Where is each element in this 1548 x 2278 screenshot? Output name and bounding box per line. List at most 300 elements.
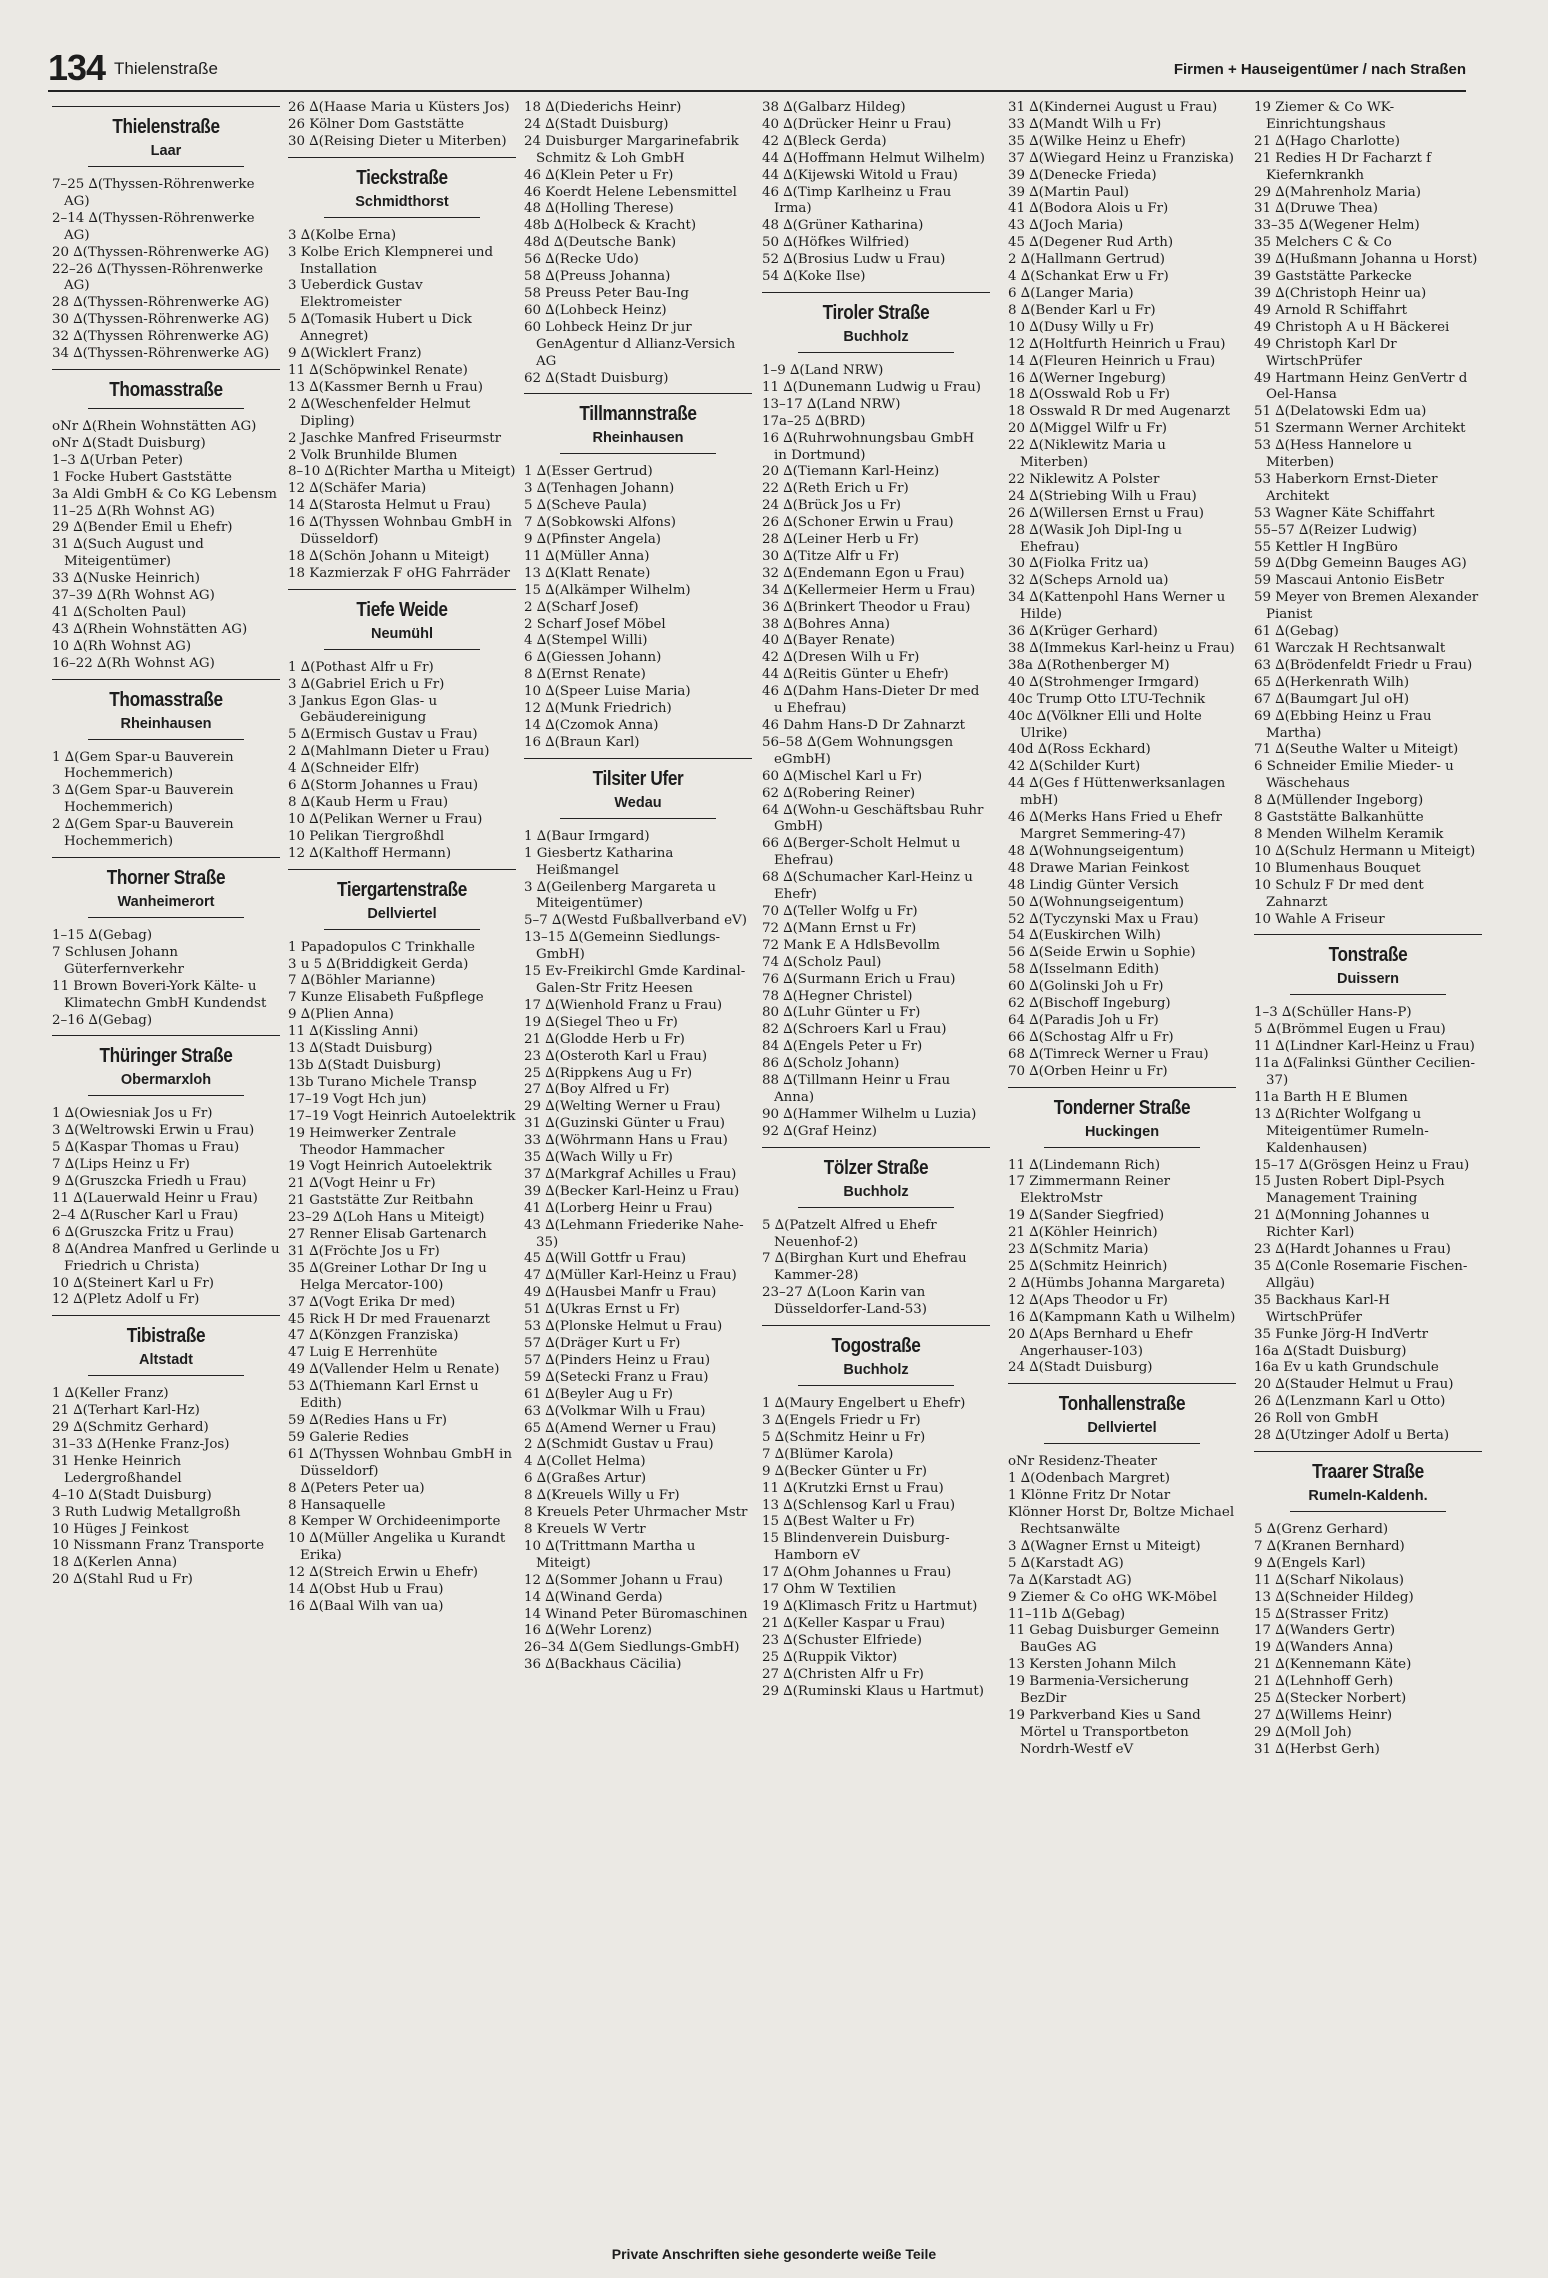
address-entry: 10 ∆(Pelikan Werner u Frau): [288, 811, 483, 827]
address-entry: 90 ∆(Hammer Wilhelm u Luzia): [762, 1106, 977, 1122]
address-entry: 16 ∆(Braun Karl): [524, 734, 640, 750]
address-entry: 31 ∆(Guzinski Günter u Frau): [524, 1116, 725, 1132]
street-name: Tiroler Straße: [822, 301, 930, 324]
address-entry: 13b Turano Michele Transp: [288, 1074, 477, 1090]
address-entry: 2 Volk Brunhilde Blumen: [288, 447, 458, 463]
address-entry: 62 ∆(Bischoff Ingeburg): [1008, 996, 1171, 1012]
address-entry: 86 ∆(Scholz Johann): [762, 1056, 900, 1072]
address-entry: 10 Wahle A Friseur: [1254, 911, 1385, 927]
address-entry: 31 ∆(Fröchte Jos u Fr): [288, 1243, 440, 1259]
address-entry: 29 ∆(Bender Emil u Ehefr): [52, 520, 233, 536]
heading-underline: [88, 1095, 244, 1096]
address-entry: 41 ∆(Bodora Alois u Fr): [1008, 201, 1169, 217]
address-entry: 27 Renner Elisab Gartenarch: [288, 1227, 487, 1243]
address-entry: 64 ∆(Wohn-u Geschäftsbau Ruhr GmbH): [762, 802, 984, 835]
street-name: Tiergartenstraße: [337, 878, 467, 901]
address-entry: 35 ∆(Greiner Lothar Dr Ing u Helga Mercator-100): [288, 1260, 487, 1293]
address-entry: 68 ∆(Timreck Werner u Frau): [1008, 1046, 1209, 1062]
address-entry: 37 ∆(Wiegard Heinz u Franziska): [1008, 150, 1234, 166]
address-entry: 2 ∆(Mahlmann Dieter u Frau): [288, 744, 490, 760]
address-entry: 13 Kersten Johann Milch: [1008, 1657, 1177, 1673]
column-3: [524, 100, 752, 1674]
address-entry: 49 ∆(Vallender Helm u Renate): [288, 1362, 500, 1378]
address-entry: 45 ∆(Degener Rud Arth): [1008, 235, 1174, 251]
address-entry: 34 ∆(Thyssen-Röhrenwerke AG): [52, 346, 270, 362]
address-entry: 45 ∆(Will Gottfr u Frau): [524, 1251, 687, 1267]
street-heading: [52, 363, 280, 409]
address-entry: 4 ∆(Stempel Willi): [524, 633, 648, 649]
street-heading: [524, 387, 752, 454]
address-entry: 1 Klönne Fritz Dr Notar: [1008, 1488, 1171, 1504]
address-entry: 53 ∆(Plonske Helmut u Frau): [524, 1319, 723, 1335]
address-entry: 56 ∆(Recke Udo): [524, 252, 639, 268]
address-entry: 52 ∆(Brosius Ludw u Frau): [762, 252, 946, 268]
address-entry: 8 ∆(Kreuels Willy u Fr): [524, 1488, 680, 1504]
address-entry: 45 Rick H Dr med Frauenarzt: [288, 1311, 490, 1327]
address-entry: 60 Lohbeck Heinz Dr jur GenAgentur d Allianz-Versich AG: [524, 319, 736, 369]
address-entry: 6 ∆(Giessen Johann): [524, 650, 662, 666]
address-entry: 21 ∆(Köhler Heinrich): [1008, 1225, 1158, 1241]
address-entry: 12 ∆(Munk Friedrich): [524, 701, 672, 717]
heading-rule: [1008, 1383, 1236, 1384]
address-entry: 17–19 Vogt Hch jun): [288, 1091, 427, 1107]
address-entry: 59 ∆(Dbg Gemeinn Bauges AG): [1254, 556, 1467, 572]
district-name: Rheinhausen: [120, 715, 212, 732]
address-entry: 3 ∆(Tenhagen Johann): [524, 481, 675, 497]
address-entry: 22 ∆(Reth Erich u Fr): [762, 481, 909, 497]
address-entry: 13 ∆(Richter Wolfgang u Miteigentümer Rumeln-Kaldenhausen): [1254, 1106, 1429, 1156]
address-entry: 18 Kazmierzak F oHG Fahrräder: [288, 565, 510, 581]
address-entry: 18 ∆(Schön Johann u Miteigt): [288, 548, 490, 564]
address-entry: 20 ∆(Stahl Rud u Fr): [52, 1572, 193, 1588]
address-entry: 33 ∆(Nuske Heinrich): [52, 571, 200, 587]
address-entry: 12 ∆(Sommer Johann u Frau): [524, 1572, 724, 1588]
address-entry: oNr ∆(Stadt Duisburg): [52, 435, 206, 451]
street-heading: [288, 151, 516, 218]
address-entry: 84 ∆(Engels Peter u Fr): [762, 1039, 923, 1055]
address-entry: 19 ∆(Klimasch Fritz u Hartmut): [762, 1598, 978, 1614]
address-entry: 26 Kölner Dom Gaststätte: [288, 116, 465, 132]
address-entry: 31 ∆(Such August und Miteigentümer): [52, 537, 204, 570]
address-entry: 21 ∆(Vogt Heinr u Fr): [288, 1176, 436, 1192]
address-entry: 54 ∆(Euskirchen Wilh): [1008, 928, 1161, 944]
street-name: Tonderner Straße: [1053, 1096, 1191, 1119]
address-entry: 13b ∆(Stadt Duisburg): [288, 1057, 442, 1073]
heading-underline: [324, 929, 480, 930]
address-entry: 6 ∆(Gruszcka Fritz u Frau): [52, 1224, 234, 1240]
address-entry: 49 Christoph A u H Bäckerei: [1254, 319, 1450, 335]
address-entry: 53 ∆(Hess Hannelore u Miterben): [1254, 438, 1412, 471]
address-entry: 16 ∆(Thyssen Wohnbau GmbH in Düsseldorf): [288, 515, 512, 548]
street-heading: [762, 1141, 990, 1208]
address-entry: 8 ∆(Ernst Renate): [524, 667, 646, 683]
address-entry: 26 ∆(Schoner Erwin u Frau): [762, 515, 954, 531]
district-name: Rumeln-Kaldenh.: [1308, 1487, 1428, 1504]
address-entry: 3 ∆(Weltrowski Erwin u Frau): [52, 1123, 255, 1139]
address-entry: 7 ∆(Böhler Marianne): [288, 973, 436, 989]
street-name: Thüringer Straße: [99, 1045, 233, 1068]
heading-rule: [762, 1325, 990, 1326]
address-entry: 10 ∆(Müller Angelika u Kurandt Erika): [288, 1531, 506, 1564]
address-entry: 60 ∆(Lohbeck Heinz): [524, 302, 667, 318]
address-entry: 48 Drawe Marian Feinkost: [1008, 860, 1190, 876]
address-entry: 46 ∆(Dahm Hans-Dieter Dr med u Ehefrau): [762, 684, 980, 717]
street-heading: [1254, 1445, 1482, 1512]
address-entry: 8 ∆(Bender Karl u Fr): [1008, 302, 1156, 318]
address-entry: 31–33 ∆(Henke Franz-Jos): [52, 1437, 230, 1453]
address-entry: 2 ∆(Hallmann Gertrud): [1008, 252, 1165, 268]
heading-underline: [88, 917, 244, 918]
address-entry: 62 ∆(Robering Reiner): [762, 785, 916, 801]
heading-rule: [524, 758, 752, 759]
address-entry: 24 Duisburger Margarinefabrik Schmitz & Loh GmbH: [524, 133, 739, 166]
address-entry: 53 Wagner Käte Schiffahrt: [1254, 505, 1435, 521]
address-entry: 21 ∆(Kennemann Käte): [1254, 1657, 1412, 1673]
address-entry: 3 ∆(Wagner Ernst u Miteigt): [1008, 1538, 1201, 1554]
address-entry: 19 Barmenia-Versicherung BezDir: [1008, 1674, 1189, 1707]
address-entry: 47 ∆(Müller Karl-Heinz u Frau): [524, 1268, 737, 1284]
street-heading: [1254, 928, 1482, 995]
address-entry: 11 ∆(Lauerwald Heinr u Frau): [52, 1190, 258, 1206]
address-entry: 39 ∆(Martin Paul): [1008, 184, 1130, 200]
address-entry: 25 ∆(Ruppik Viktor): [762, 1649, 898, 1665]
address-entry: 1 ∆(Gem Spar-u Bauverein Hochemmerich): [52, 749, 234, 782]
address-entry: 9 ∆(Becker Günter u Fr): [762, 1463, 928, 1479]
address-entry: 12 ∆(Schäfer Maria): [288, 481, 427, 497]
address-entry: 40 ∆(Strohmenger Irmgard): [1008, 674, 1200, 690]
address-entry: 24 ∆(Stadt Duisburg): [524, 116, 669, 132]
address-entry: 7 ∆(Lips Heinz u Fr): [52, 1157, 190, 1173]
street-heading: [762, 1319, 990, 1386]
address-entry: 35 ∆(Wach Willy u Fr): [524, 1150, 673, 1166]
address-entry: 63 ∆(Brödenfeldt Friedr u Frau): [1254, 657, 1473, 673]
address-entry: 28 ∆(Thyssen-Röhrenwerke AG): [52, 295, 270, 311]
address-entry: 10 Pelikan Tiergroßhdl: [288, 828, 445, 844]
street-heading: [524, 752, 752, 819]
page-header: [48, 48, 1466, 92]
address-entry: 13 ∆(Schlensog Karl u Frau): [762, 1497, 956, 1513]
address-entry: 23 ∆(Schmitz Maria): [1008, 1242, 1149, 1258]
heading-rule: [288, 157, 516, 158]
address-entry: 11a ∆(Falinksi Günther Cecilien-37): [1254, 1056, 1476, 1089]
address-entry: 1–15 ∆(Gebag): [52, 928, 153, 943]
address-entry: 15–17 ∆(Grösgen Heinz u Frau): [1254, 1157, 1470, 1173]
address-entry: 35 Backhaus Karl-H WirtschPrüfer: [1254, 1292, 1390, 1325]
address-entry: 48 Lindig Günter Versich: [1008, 877, 1179, 893]
address-entry: 26 ∆(Haase Maria u Küsters Jos): [288, 100, 510, 115]
street-heading: [1008, 1377, 1236, 1444]
street-name: Thomasstraße: [109, 378, 223, 401]
address-entry: 4 ∆(Collet Helma): [524, 1454, 646, 1470]
address-entry: 21 Redies H Dr Facharzt f Kiefernkrankh: [1254, 150, 1432, 183]
district-name: Dellviertel: [1087, 1420, 1157, 1437]
address-entry: 1 ∆(Owiesniak Jos u Fr): [52, 1106, 213, 1122]
address-entry: 5 ∆(Schmitz Heinr u Fr): [762, 1429, 926, 1445]
heading-underline: [324, 217, 480, 218]
address-entry: 40 ∆(Drücker Heinr u Frau): [762, 116, 952, 132]
address-entry: 39 ∆(Hußmann Johanna u Horst): [1254, 252, 1478, 268]
address-entry: 33 ∆(Mandt Wilh u Fr): [1008, 116, 1162, 132]
address-entry: 1 ∆(Keller Franz): [52, 1386, 169, 1402]
address-entry: 14 ∆(Czomok Anna): [524, 718, 659, 733]
address-entry: 23 ∆(Osteroth Karl u Frau): [524, 1048, 708, 1064]
address-entry: 17 Ohm W Textilien: [762, 1582, 897, 1598]
address-entry: 20 ∆(Stauder Helmut u Frau): [1254, 1377, 1454, 1393]
heading-underline: [1044, 1443, 1200, 1444]
address-entry: 10 Hüges J Feinkost: [52, 1521, 189, 1537]
address-entry: 31 ∆(Herbst Gerh): [1254, 1741, 1380, 1757]
address-entry: 7a ∆(Karstadt AG): [1008, 1572, 1132, 1588]
district-name: Dellviertel: [367, 905, 437, 922]
heading-underline: [798, 1385, 954, 1386]
address-entry: 13 ∆(Klatt Renate): [524, 565, 651, 581]
address-entry: 47 Luig E Herrenhüte: [288, 1345, 438, 1361]
address-entry: 18 ∆(Osswald Rob u Fr): [1008, 387, 1170, 403]
address-entry: 12 ∆(Kalthoff Hermann): [288, 845, 452, 861]
address-entry: 16 ∆(Werner Ingeburg): [1008, 370, 1166, 386]
address-entry: 46 ∆(Merks Hans Fried u Ehefr Margret Semmering-47): [1008, 810, 1222, 842]
address-entry: 31 ∆(Kindernei August u Frau): [1008, 100, 1218, 115]
address-entry: 8 ∆(Kaub Herm u Frau): [288, 795, 449, 810]
address-entry: 35 Melchers C & Co: [1254, 235, 1392, 251]
heading-rule: [52, 1315, 280, 1316]
district-name: Schmidthorst: [355, 193, 449, 210]
heading-rule: [288, 589, 516, 590]
address-entry: 28 ∆(Wasik Joh Dipl-Ing u Ehefrau): [1008, 522, 1183, 555]
address-entry: 18 ∆(Diederichs Heinr): [524, 100, 682, 115]
address-entry: 9 ∆(Gruszcka Friedh u Frau): [52, 1174, 247, 1190]
address-entry: 44 ∆(Kijewski Witold u Frau): [762, 167, 958, 183]
address-entry: 3 ∆(Gabriel Erich u Fr): [288, 676, 445, 692]
address-entry: 23–27 ∆(Loon Karin van Düsseldorfer-Land-53): [762, 1285, 928, 1318]
address-entry: 59 Meyer von Bremen Alexander Pianist: [1254, 590, 1479, 623]
address-entry: 61 ∆(Gebag): [1254, 624, 1339, 640]
running-title: Thielenstraße: [114, 59, 218, 78]
heading-rule: [288, 869, 516, 870]
address-entry: 15 Ev-Freikirchl Gmde Kardinal-Galen-Str Fritz Heesen: [524, 964, 746, 996]
address-entry: 8 Menden Wilhelm Keramik: [1254, 826, 1444, 842]
address-entry: 19 ∆(Siegel Theo u Fr): [524, 1014, 678, 1030]
address-entry: 1 Papadopulos C Trinkhalle: [288, 939, 475, 955]
address-entry: 66 ∆(Berger-Scholt Helmut u Ehefrau): [762, 836, 961, 869]
address-entry: 24 ∆(Stadt Duisburg): [1008, 1360, 1153, 1376]
address-entry: 39 Gaststätte Parkecke: [1254, 269, 1412, 285]
address-entry: 6 ∆(Storm Johannes u Frau): [288, 778, 479, 794]
address-entry: 60 ∆(Mischel Karl u Fr): [762, 768, 923, 784]
address-entry: 8 Hansaquelle: [288, 1497, 386, 1513]
column-1: [52, 100, 280, 1589]
address-entry: 8 ∆(Müllender Ingeborg): [1254, 793, 1424, 809]
address-entry: 78 ∆(Hegner Christel): [762, 988, 913, 1004]
address-entry: 70 ∆(Teller Wolfg u Fr): [762, 903, 918, 919]
address-entry: 5 ∆(Brömmel Eugen u Frau): [1254, 1022, 1446, 1038]
address-entry: 48 ∆(Grüner Katharina): [762, 218, 924, 234]
address-entry: 62 ∆(Stadt Duisburg): [524, 370, 669, 386]
address-entry: 88 ∆(Tillmann Heinr u Frau Anna): [762, 1073, 951, 1105]
address-entry: 14 ∆(Obst Hub u Frau): [288, 1582, 444, 1598]
address-entry: 16–22 ∆(Rh Wohnst AG): [52, 655, 215, 671]
address-entry: 16 ∆(Kampmann Kath u Wilhelm): [1008, 1309, 1236, 1325]
address-entry: 1–3 ∆(Urban Peter): [52, 452, 183, 468]
address-entry: 46 Koerdt Helene Lebensmittel: [524, 184, 737, 200]
address-entry: 29 ∆(Mahrenholz Maria): [1254, 184, 1422, 200]
address-entry: 26 ∆(Willersen Ernst u Frau): [1008, 505, 1204, 521]
address-entry: 59 ∆(Setecki Franz u Frau): [524, 1369, 709, 1385]
street-name: Tonhallenstraße: [1058, 1393, 1186, 1416]
street-heading: [288, 863, 516, 930]
address-entry: 11 ∆(Lindner Karl-Heinz u Frau): [1254, 1039, 1475, 1055]
address-entry: 43 ∆(Joch Maria): [1008, 218, 1124, 234]
address-entry: 12 ∆(Aps Theodor u Fr): [1008, 1292, 1168, 1308]
address-entry: 60 ∆(Golinski Joh u Fr): [1008, 979, 1164, 995]
address-entry: 1 ∆(Maury Engelbert u Ehefr): [762, 1396, 966, 1412]
address-entry: 14 ∆(Winand Gerda): [524, 1589, 663, 1605]
address-entry: 16 ∆(Ruhrwohnungsbau GmbH in Dortmund): [762, 430, 975, 463]
address-entry: 13 ∆(Kassmer Bernh u Frau): [288, 379, 483, 395]
address-entry: 18 ∆(Kerlen Anna): [52, 1555, 178, 1571]
address-entry: 3 Ueberdick Gustav Elektromeister: [288, 278, 423, 311]
address-entry: 44 ∆(Hoffmann Helmut Wilhelm): [762, 150, 985, 166]
address-entry: 36 ∆(Krüger Gerhard): [1008, 624, 1158, 640]
address-entry: 67 ∆(Baumgart Jul oH): [1254, 691, 1410, 707]
street-name: Tölzer Straße: [823, 1156, 929, 1179]
address-entry: 57 ∆(Pinders Heinz u Frau): [524, 1352, 711, 1368]
address-entry: 11–11b ∆(Gebag): [1008, 1606, 1126, 1622]
address-entry: 3 Jankus Egon Glas- u Gebäudereinigung: [288, 693, 438, 726]
address-entry: 37 ∆(Vogt Erika Dr med): [288, 1294, 456, 1310]
address-entry: 8 Kemper W Orchideenimporte: [288, 1514, 501, 1530]
address-entry: 30 ∆(Thyssen-Röhrenwerke AG): [52, 312, 270, 328]
street-name: Togostraße: [831, 1335, 921, 1358]
address-entry: 1 ∆(Pothast Alfr u Fr): [288, 659, 434, 675]
address-entry: 59 Galerie Redies: [288, 1429, 409, 1445]
address-entry: 5–7 ∆(Westd Fußballverband eV): [524, 913, 747, 929]
heading-rule: [52, 857, 280, 858]
address-entry: 22 Niklewitz A Polster: [1008, 471, 1160, 487]
address-entry: 52 ∆(Tyczynski Max u Frau): [1008, 911, 1199, 927]
address-entry: 12 ∆(Holtfurth Heinrich u Frau): [1008, 336, 1226, 352]
address-entry: 13 ∆(Schneider Hildeg): [1254, 1589, 1414, 1605]
address-entry: 40c ∆(Völkner Elli und Holte Ulrike): [1008, 708, 1202, 741]
address-entry: 50 ∆(Höfkes Wilfried): [762, 235, 910, 251]
address-entry: 20 ∆(Aps Bernhard u Ehefr Angerhauser-103): [1008, 1326, 1193, 1359]
address-entry: 7 Kunze Elisabeth Fußpflege: [288, 990, 484, 1006]
address-entry: 61 ∆(Thyssen Wohnbau GmbH in Düsseldorf): [288, 1446, 512, 1479]
address-entry: 17 ∆(Wanders Gertr): [1254, 1623, 1396, 1639]
address-entry: 7 ∆(Sobkowski Alfons): [524, 515, 677, 531]
address-entry: 2 ∆(Schmidt Gustav u Frau): [524, 1437, 714, 1453]
address-entry: 11 ∆(Kissling Anni): [288, 1024, 419, 1040]
column-6: [1254, 100, 1482, 1759]
address-entry: 3 ∆(Kolbe Erna): [288, 227, 397, 243]
address-entry: 5 ∆(Kaspar Thomas u Frau): [52, 1140, 240, 1156]
address-entry: 38 ∆(Immekus Karl-heinz u Frau): [1008, 641, 1235, 656]
address-entry: 74 ∆(Scholz Paul): [762, 954, 882, 970]
address-entry: 29 ∆(Schmitz Gerhard): [52, 1420, 209, 1436]
address-entry: 4 ∆(Schneider Elfr): [288, 761, 420, 777]
address-entry: 2 Scharf Josef Möbel: [524, 616, 666, 632]
street-name: Tillmannstraße: [579, 403, 697, 426]
address-entry: 17–19 Vogt Heinrich Autoelektrik: [288, 1108, 516, 1124]
address-entry: 29 ∆(Moll Joh): [1254, 1724, 1352, 1740]
address-entry: 21 ∆(Monning Johannes u Richter Karl): [1254, 1208, 1430, 1241]
address-entry: 3a Aldi GmbH & Co KG Lebensm: [52, 486, 277, 502]
address-entry: 19 ∆(Sander Siegfried): [1008, 1208, 1165, 1224]
address-entry: 38a ∆(Rothenberger M): [1008, 657, 1170, 673]
address-entry: 26 ∆(Lenzmann Karl u Otto): [1254, 1394, 1446, 1410]
address-entry: 15 Justen Robert Dipl-Psych Management Training: [1254, 1174, 1445, 1207]
address-entry: 26 Roll von GmbH: [1254, 1411, 1379, 1427]
district-name: Wedau: [614, 794, 662, 811]
district-name: Huckingen: [1084, 1123, 1160, 1140]
address-entry: 72 ∆(Mann Ernst u Fr): [762, 920, 917, 936]
street-name: Tieckstraße: [356, 166, 448, 189]
section-title: Firmen + Hauseigentümer / nach Straßen: [1173, 61, 1466, 78]
heading-rule: [1254, 934, 1482, 935]
address-entry: 9 Ziemer & Co oHG WK-Möbel: [1008, 1589, 1217, 1605]
address-entry: 26–34 ∆(Gem Siedlungs-GmbH): [524, 1640, 740, 1656]
address-entry: 14 Winand Peter Büromaschinen: [524, 1606, 748, 1622]
district-name: Wanheimerort: [117, 894, 215, 910]
heading-underline: [1044, 1147, 1200, 1148]
address-entry: 48 ∆(Holling Therese): [524, 201, 674, 217]
address-entry: 23–29 ∆(Loh Hans u Miteigt): [288, 1210, 485, 1226]
address-entry: 48 ∆(Wohnungseigentum): [1008, 843, 1184, 859]
address-entry: 46 ∆(Klein Peter u Fr): [524, 167, 674, 183]
district-name: Neumühl: [370, 625, 434, 642]
address-entry: 1–9 ∆(Land NRW): [762, 362, 884, 378]
column-2: [288, 100, 516, 1616]
address-entry: 1 Focke Hubert Gaststätte: [52, 469, 232, 485]
address-entry: 6 ∆(Graßes Artur): [524, 1471, 647, 1487]
address-entry: 13 ∆(Stadt Duisburg): [288, 1041, 433, 1057]
address-entry: 40d ∆(Ross Eckhard): [1008, 742, 1151, 758]
address-entry: 7 ∆(Birghan Kurt und Ehefrau Kammer-28): [762, 1251, 967, 1284]
address-entry: 56–58 ∆(Gem Wohnungsgen eGmbH): [762, 734, 954, 767]
address-entry: 6 Schneider Emilie Mieder- u Wäschehaus: [1254, 759, 1454, 792]
heading-rule: [52, 1035, 280, 1036]
address-entry: 3 u 5 ∆(Briddigkeit Gerda): [288, 956, 469, 972]
address-entry: 61 Warczak H Rechtsanwalt: [1254, 641, 1446, 656]
address-entry: 4 ∆(Schankat Erw u Fr): [1008, 269, 1169, 285]
address-entry: 42 ∆(Bleck Gerda): [762, 133, 887, 149]
address-entry: 32 ∆(Endemann Egon u Frau): [762, 565, 965, 581]
address-entry: 2–14 ∆(Thyssen-Röhrenwerke AG): [52, 210, 255, 243]
address-entry: 56 ∆(Seide Erwin u Sophie): [1008, 945, 1196, 961]
address-entry: 9 ∆(Engels Karl): [1254, 1555, 1366, 1571]
address-entry: 8 Gaststätte Balkanhütte: [1254, 810, 1424, 826]
heading-underline: [1290, 994, 1446, 995]
address-entry: 3 ∆(Gem Spar-u Bauverein Hochemmerich): [52, 783, 234, 816]
district-name: Altstadt: [139, 1352, 193, 1369]
address-entry: 24 ∆(Brück Jos u Fr): [762, 498, 901, 514]
address-entry: 49 Hartmann Heinz GenVertr d Oel-Hansa: [1254, 370, 1468, 403]
heading-rule: [1008, 1087, 1236, 1088]
address-entry: 11 ∆(Dunemann Ludwig u Frau): [762, 379, 982, 395]
address-entry: 51 Szermann Werner Architekt: [1254, 421, 1466, 437]
address-entry: 23 ∆(Schuster Elfriede): [762, 1632, 922, 1648]
address-entry: 42 ∆(Schilder Kurt): [1008, 759, 1141, 775]
address-entry: 63 ∆(Volkmar Wilh u Frau): [524, 1403, 706, 1419]
address-entry: 11 ∆(Lindemann Rich): [1008, 1157, 1161, 1173]
address-entry: 42 ∆(Dresen Wilh u Fr): [762, 650, 920, 666]
address-entry: 15 ∆(Alkämper Wilhelm): [524, 582, 691, 598]
address-entry: 34 ∆(Kellermeier Herm u Frau): [762, 582, 976, 598]
address-entry: 17 ∆(Ohm Johannes u Frau): [762, 1565, 952, 1581]
address-entry: 10 Blumenhaus Bouquet: [1254, 860, 1421, 876]
address-entry: 92 ∆(Graf Heinz): [762, 1123, 877, 1139]
address-entry: 8 Kreuels Peter Uhrmacher Mstr: [524, 1505, 748, 1521]
